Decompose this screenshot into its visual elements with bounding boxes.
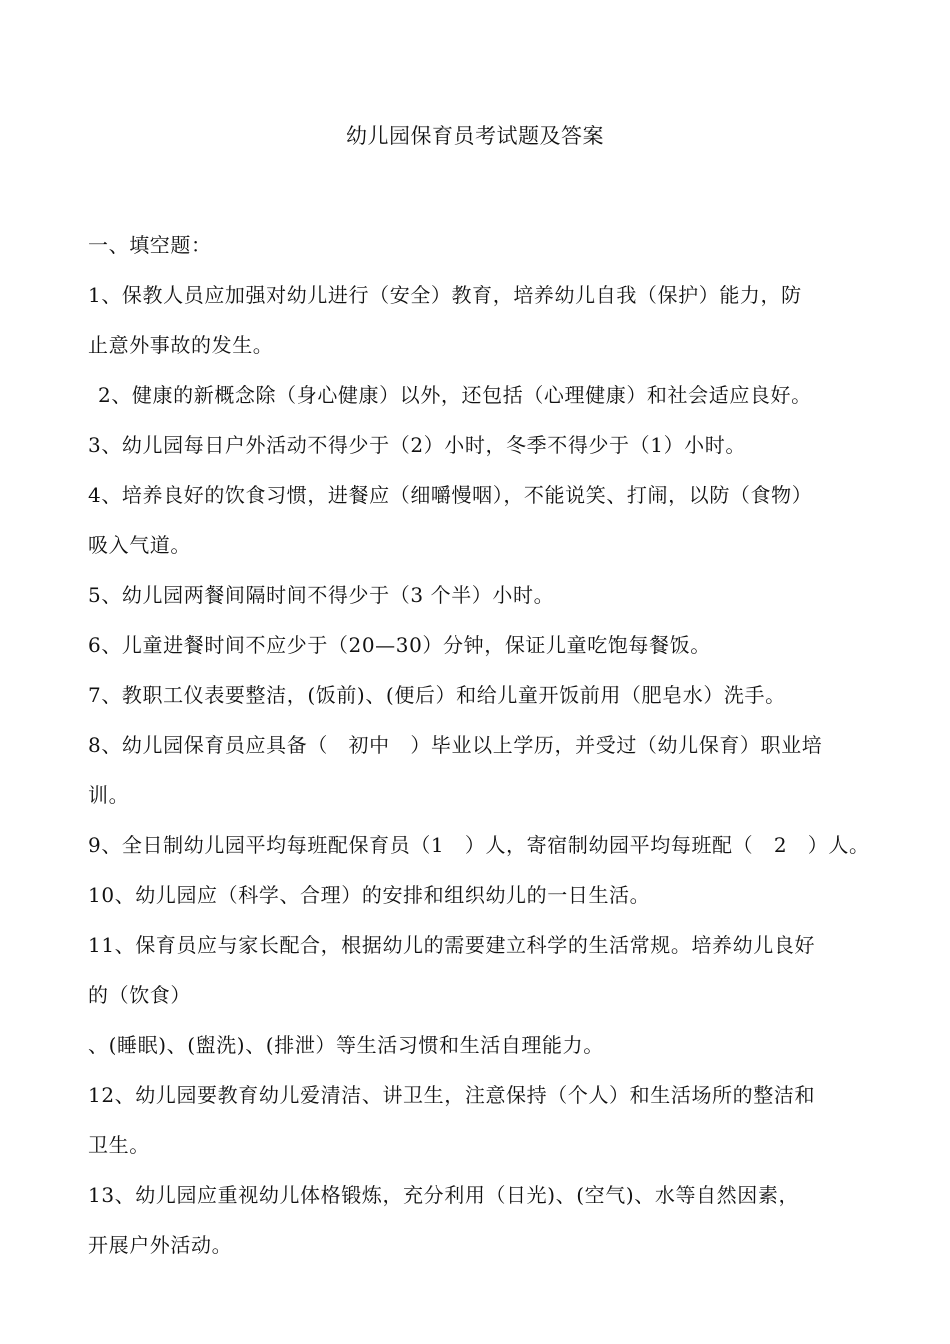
document-title: 幼儿园保育员考试题及答案 bbox=[346, 124, 604, 148]
question-11-line-2: 的（饮食） bbox=[88, 983, 191, 1007]
question-6-line-1: 6、儿童进餐时间不应少于（20—30）分钟，保证儿童吃饱每餐饭。 bbox=[88, 633, 711, 657]
question-13-line-2: 开展户外活动。 bbox=[88, 1233, 233, 1257]
question-1-line-1: 1、保教人员应加强对幼儿进行（安全）教育，培养幼儿自我（保护）能力，防 bbox=[88, 283, 802, 307]
question-4-line-2: 吸入气道。 bbox=[88, 533, 191, 557]
question-12-line-1: 12、幼儿园要教育幼儿爱清洁、讲卫生，注意保持（个人）和生活场所的整洁和 bbox=[88, 1083, 816, 1107]
question-12-line-2: 卫生。 bbox=[88, 1133, 150, 1157]
question-7-line-1: 7、教职工仪表要整洁，(饭前)、(便后）和给儿童开饭前用（肥皂水）洗手。 bbox=[88, 683, 786, 707]
question-2-line-1: 2、健康的新概念除（身心健康）以外，还包括（心理健康）和社会适应良好。 bbox=[98, 383, 812, 407]
document-body bbox=[88, 220, 873, 1270]
section-heading: 一、填空题： bbox=[88, 233, 212, 257]
question-11-line-1: 11、保育员应与家长配合，根据幼儿的需要建立科学的生活常规。培养幼儿良好 bbox=[88, 933, 816, 957]
question-3-line-1: 3、幼儿园每日户外活动不得少于（2）小时，冬季不得少于（1）小时。 bbox=[88, 433, 746, 457]
question-1-line-2: 止意外事故的发生。 bbox=[88, 333, 274, 357]
question-8-line-1: 8、幼儿园保育员应具备（ 初中 ）毕业以上学历，并受过（幼儿保育）职业培 bbox=[88, 733, 823, 757]
question-11-line-3: 、(睡眠)、(盥洗)、(排泄）等生活习惯和生活自理能力。 bbox=[88, 1033, 604, 1057]
question-13-line-1: 13、幼儿园应重视幼儿体格锻炼，充分利用（日光)、(空气)、水等自然因素， bbox=[88, 1183, 800, 1207]
question-8-line-2: 训。 bbox=[88, 783, 130, 807]
question-4-line-1: 4、培养良好的饮食习惯，进餐应（细嚼慢咽），不能说笑、打闹，以防（食物） bbox=[88, 483, 813, 507]
question-9-line-1: 9、全日制幼儿园平均每班配保育员（1 ）人，寄宿制幼园平均每班配（ 2 ）人。 bbox=[88, 833, 870, 857]
question-10-line-1: 10、幼儿园应（科学、合理）的安排和组织幼儿的一日生活。 bbox=[88, 883, 651, 907]
question-5-line-1: 5、幼儿园两餐间隔时间不得少于（3 个半）小时。 bbox=[88, 583, 555, 607]
